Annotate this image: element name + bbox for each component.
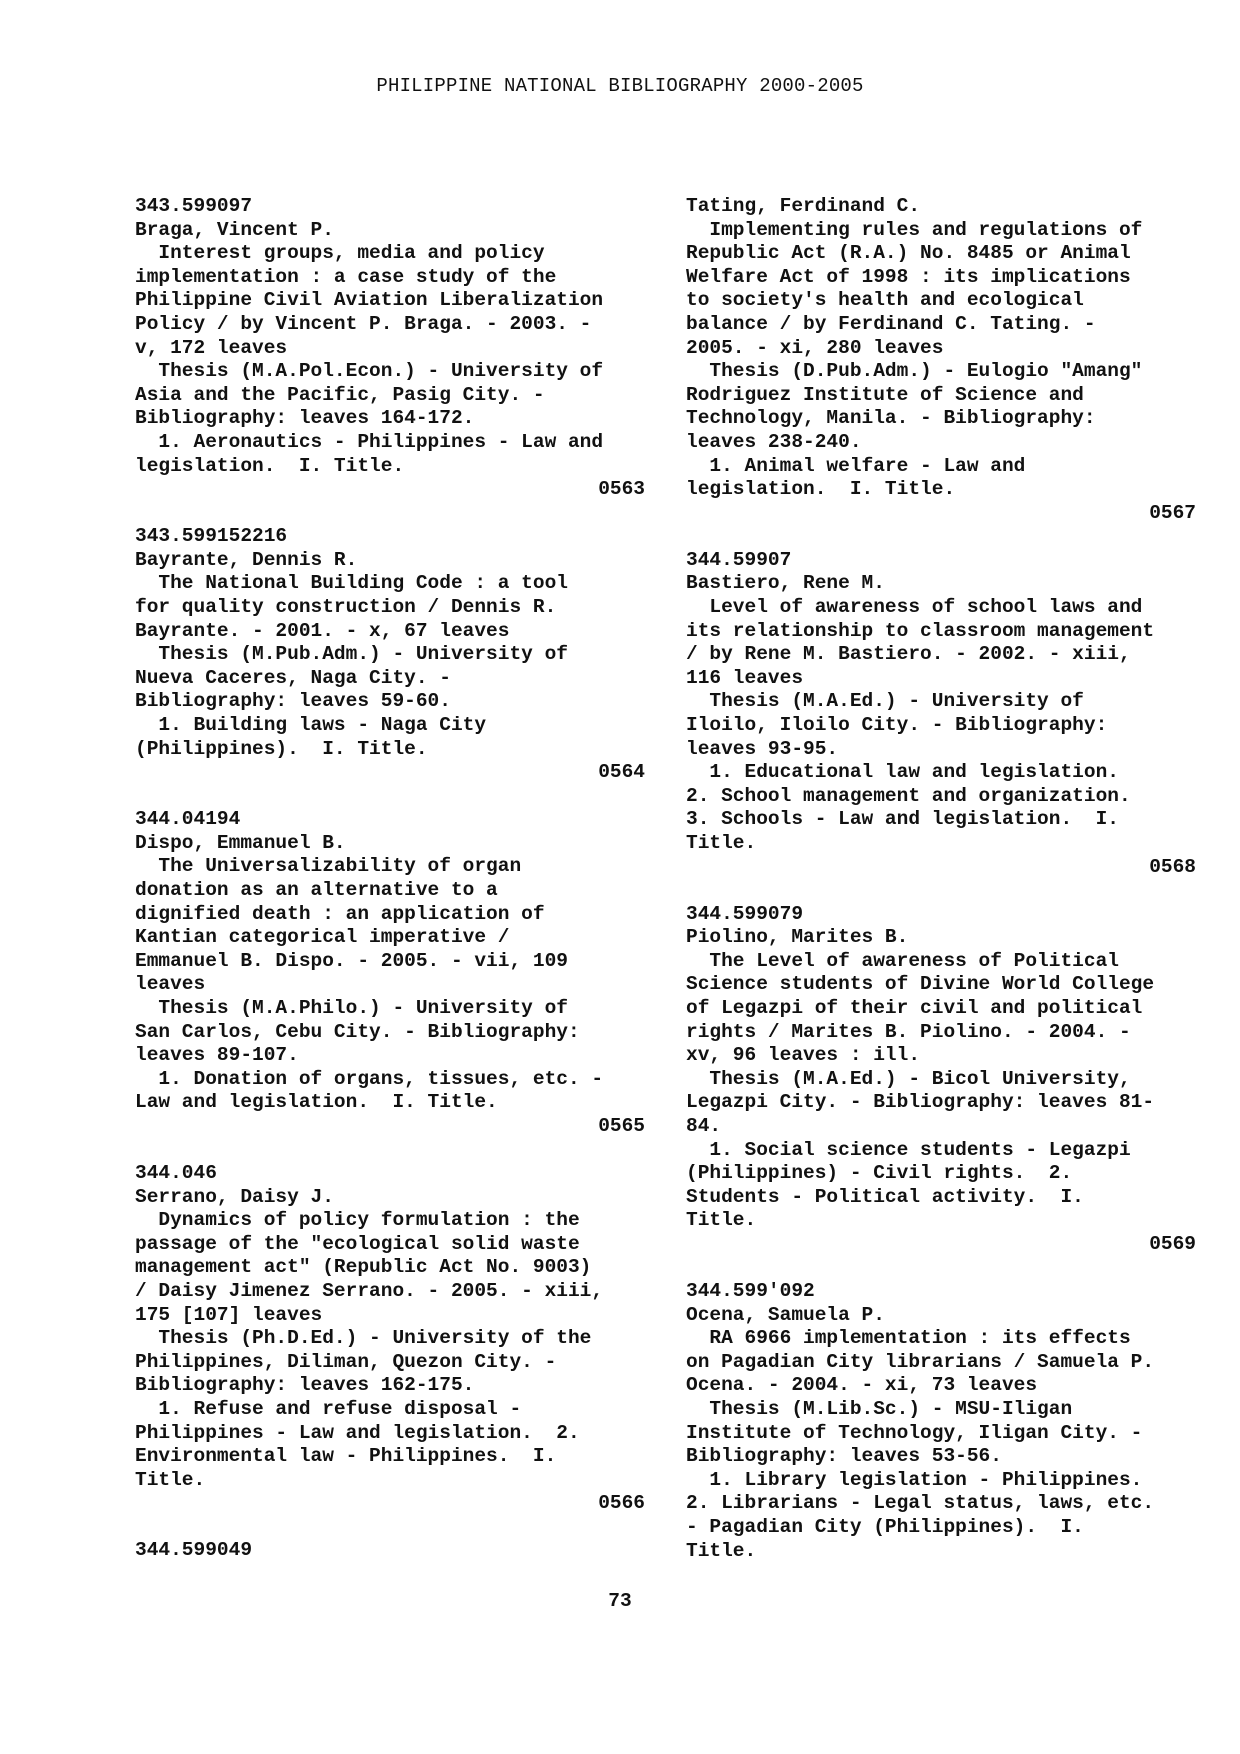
entry-line: Philippines, Diliman, Quezon City. - (135, 1350, 557, 1373)
entry-line: Science students of Divine World College (686, 973, 1155, 996)
entry-line: of Legazpi of their civil and political (686, 997, 1143, 1019)
entry-line: Interest groups, media and policy (135, 242, 545, 265)
entry-line: - Pagadian City (Philippines). I. (686, 1515, 1084, 1538)
entry-line: Bayrante. - 2001. - x, 67 leaves (135, 619, 510, 642)
bibliography-entry (686, 1280, 1196, 1563)
entry-line: 1. Refuse and refuse disposal - (135, 1398, 522, 1420)
entry-line: Nueva Caceres, Naga City. - (135, 666, 451, 689)
entry-line: 3. Schools - Law and legislation. I. (686, 808, 1119, 831)
bibliography-entry (135, 1539, 645, 1563)
entry-line: Asia and the Pacific, Pasig City. - (135, 383, 545, 406)
running-head: PHILIPPINE NATIONAL BIBLIOGRAPHY 2000-2005 (376, 75, 864, 97)
entry-line: 1. Donation of organs, tissues, etc. - (135, 1067, 604, 1090)
entry-line: 1. Educational law and legislation. (686, 761, 1119, 784)
bibliography-entry (686, 903, 1196, 1257)
left-column (135, 195, 645, 1587)
entry-line: 1. Animal welfare - Law and (686, 454, 1026, 477)
entry-line: Kantian categorical imperative / (135, 926, 510, 949)
entry-line: / by Rene M. Bastiero. - 2002. - xiii, (686, 643, 1131, 666)
entry-line: Iloilo, Iloilo City. - Bibliography: (686, 713, 1108, 736)
entry-line: (Philippines). I. Title. (135, 737, 428, 760)
entry-line: Bibliography: leaves 59-60. (135, 690, 451, 713)
entry-line: Thesis (Ph.D.Ed.) - University of the (135, 1327, 592, 1350)
entry-line: Ocena. - 2004. - xi, 73 leaves (686, 1374, 1038, 1397)
entry-line: Legazpi City. - Bibliography: leaves 81- (686, 1091, 1155, 1114)
entry-line: for quality construction / Dennis R. (135, 596, 557, 618)
entry-line: implementation : a case study of the (135, 265, 557, 288)
entry-number: 0567 (1149, 501, 1196, 524)
entry-number: 0569 (1149, 1232, 1196, 1255)
entry-line: Students - Political activity. I. (686, 1185, 1084, 1208)
entry-line: The National Building Code : a tool (135, 572, 568, 595)
entry-line: Braga, Vincent P. (135, 218, 334, 241)
right-column (686, 195, 1196, 1587)
bibliography-entry (135, 195, 645, 502)
entry-line: Implementing rules and regulations of (686, 218, 1143, 241)
entry-line: v, 172 leaves (135, 336, 288, 359)
entry-line: Title. (135, 1468, 206, 1491)
bibliography-entry (686, 195, 1196, 525)
entry-line: Rodriguez Institute of Science and (686, 383, 1084, 406)
entry-line: Republic Act (R.A.) No. 8485 or Animal (686, 242, 1131, 265)
entry-line: 344.046 (135, 1162, 217, 1185)
entry-line: Dispo, Emmanuel B. (135, 831, 346, 854)
entry-line: Bibliography: leaves 164-172. (135, 407, 475, 430)
entry-number: 0563 (598, 478, 645, 501)
entry-line: Tating, Ferdinand C. (686, 195, 921, 217)
entry-line: Thesis (M.Lib.Sc.) - MSU-Iligan (686, 1398, 1073, 1420)
entry-line: Title. (686, 1539, 757, 1562)
page-number: 73 (608, 1590, 632, 1612)
entry-line: rights / Marites B. Piolino. - 2004. - (686, 1020, 1131, 1043)
entry-line: Technology, Manila. - Bibliography: (686, 407, 1096, 430)
entry-line: 84. (686, 1114, 722, 1137)
entry-line: Policy / by Vincent P. Braga. - 2003. - (135, 312, 592, 335)
entry-line: 343.599152216 (135, 525, 288, 548)
entry-line: Serrano, Daisy J. (135, 1185, 334, 1208)
entry-line: leaves (135, 973, 206, 996)
entry-line: (Philippines) - Civil rights. 2. (686, 1162, 1073, 1185)
entry-line: RA 6966 implementation : its effects (686, 1327, 1131, 1350)
entry-line: Bibliography: leaves 162-175. (135, 1374, 475, 1397)
entry-number: 0564 (598, 761, 645, 784)
entry-line: leaves 89-107. (135, 1044, 299, 1067)
entry-line: 1. Aeronautics - Philippines - Law and (135, 430, 604, 453)
entry-line: Institute of Technology, Iligan City. - (686, 1421, 1143, 1444)
entry-line: Piolino, Marites B. (686, 926, 909, 949)
entry-line: donation as an alternative to a (135, 879, 498, 902)
entry-line: 344.599079 (686, 902, 804, 925)
entry-line: 175 [107] leaves (135, 1303, 323, 1326)
entry-line: Environmental law - Philippines. I. (135, 1445, 557, 1468)
entry-line: 344.599'092 (686, 1280, 815, 1303)
entry-line: The Universalizability of organ (135, 855, 522, 878)
entry-number: 0566 (598, 1492, 645, 1515)
entry-line: Law and legislation. I. Title. (135, 1091, 498, 1114)
entry-line: Title. (686, 1209, 757, 1232)
entry-line: to society's health and ecological (686, 289, 1084, 312)
entry-line: 344.04194 (135, 808, 241, 831)
entry-line: leaves 93-95. (686, 737, 839, 760)
entry-line: Thesis (M.A.Ed.) - University of (686, 690, 1084, 713)
bibliography-entry (135, 525, 645, 785)
entry-line: management act" (Republic Act No. 9003) (135, 1256, 592, 1279)
entry-line: passage of the "ecological solid waste (135, 1232, 580, 1255)
entry-line: legislation. I. Title. (135, 454, 405, 477)
entry-number: 0568 (1149, 855, 1196, 878)
entry-line: Thesis (D.Pub.Adm.) - Eulogio "Amang" (686, 360, 1143, 383)
entry-line: Thesis (M.A.Ed.) - Bicol University, (686, 1067, 1131, 1090)
bibliography-entry (686, 549, 1196, 879)
entry-line: 1. Social science students - Legazpi (686, 1138, 1131, 1161)
entry-line: 2005. - xi, 280 leaves (686, 336, 944, 359)
entry-line: Thesis (M.A.Philo.) - University of (135, 997, 568, 1019)
entry-line: dignified death : an application of (135, 902, 545, 925)
entry-line: Level of awareness of school laws and (686, 596, 1143, 618)
entry-line: xv, 96 leaves : ill. (686, 1044, 921, 1067)
entry-line: Thesis (M.Pub.Adm.) - University of (135, 643, 568, 666)
entry-line: / Daisy Jimenez Serrano. - 2005. - xiii, (135, 1280, 604, 1303)
entry-line: 1. Library legislation - Philippines. (686, 1468, 1143, 1491)
entry-line: 343.599097 (135, 195, 253, 217)
entry-line: San Carlos, Cebu City. - Bibliography: (135, 1020, 580, 1043)
entry-line: balance / by Ferdinand C. Tating. - (686, 312, 1096, 335)
entry-line: 1. Building laws - Naga City (135, 713, 487, 736)
entry-line: Thesis (M.A.Pol.Econ.) - University of (135, 360, 604, 383)
entry-number: 0565 (598, 1114, 645, 1137)
entry-line: Bayrante, Dennis R. (135, 548, 358, 571)
entry-line: Title. (686, 831, 757, 854)
entry-line: on Pagadian City librarians / Samuela P. (686, 1350, 1155, 1373)
entry-line: 2. School management and organization. (686, 784, 1131, 807)
entry-line: Bastiero, Rene M. (686, 572, 885, 595)
bibliography-entry (135, 1162, 645, 1516)
entry-line: Bibliography: leaves 53-56. (686, 1445, 1002, 1468)
entry-line: Emmanuel B. Dispo. - 2005. - vii, 109 (135, 949, 568, 972)
entry-line: 116 leaves (686, 666, 804, 689)
entry-line: Philippines - Law and legislation. 2. (135, 1421, 580, 1444)
entry-line: Philippine Civil Aviation Liberalization (135, 289, 604, 312)
entry-line: legislation. I. Title. (686, 478, 956, 501)
bibliography-entry (135, 808, 645, 1138)
entry-line: 344.599049 (135, 1539, 253, 1562)
entry-line: Welfare Act of 1998 : its implications (686, 265, 1131, 288)
entry-line: leaves 238-240. (686, 430, 862, 453)
entry-line: Dynamics of policy formulation : the (135, 1209, 580, 1232)
entry-line: its relationship to classroom management (686, 619, 1155, 642)
entry-line: 344.59907 (686, 548, 792, 571)
entry-line: 2. Librarians - Legal status, laws, etc. (686, 1492, 1155, 1515)
entry-line: The Level of awareness of Political (686, 949, 1119, 972)
entry-line: Ocena, Samuela P. (686, 1303, 885, 1326)
